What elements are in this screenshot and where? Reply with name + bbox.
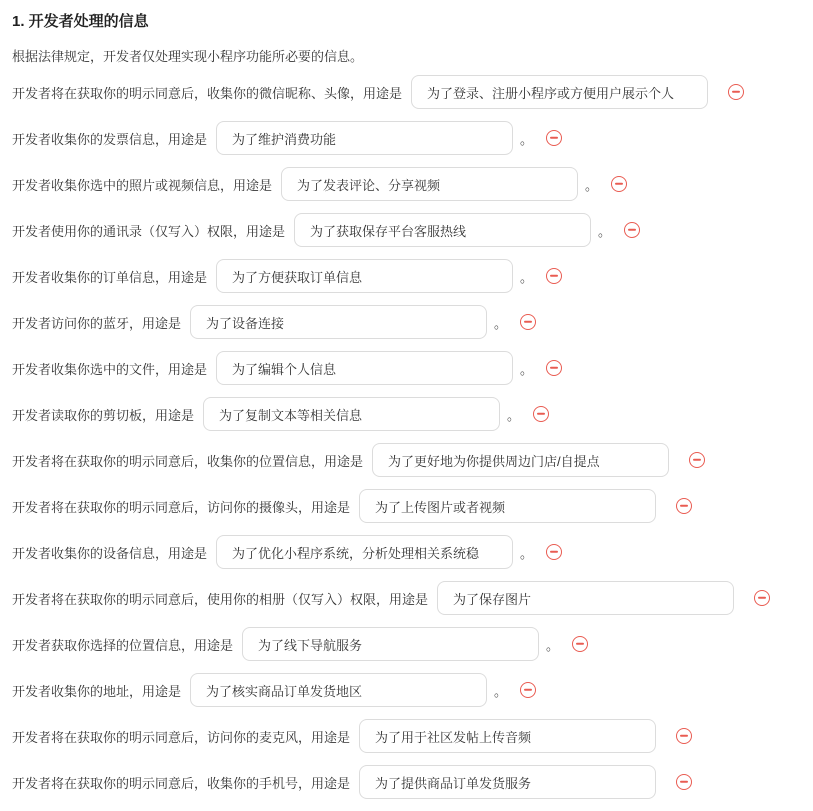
remove-button[interactable]: [519, 314, 536, 331]
remove-button[interactable]: [545, 544, 562, 561]
info-row: [12, 581, 805, 615]
row-label: 开发者访问你的蓝牙，用途是: [12, 315, 182, 331]
row-label: 开发者收集你选中的文件，用途是: [12, 361, 208, 377]
row-period: 。: [520, 131, 534, 147]
purpose-input[interactable]: [216, 121, 513, 155]
minus-circle-icon: [728, 84, 744, 100]
row-period: 。: [494, 315, 508, 331]
info-row: [12, 213, 805, 247]
minus-circle-icon: [572, 636, 588, 652]
info-row: [12, 351, 805, 385]
info-row: [12, 305, 805, 339]
purpose-input[interactable]: [372, 443, 669, 477]
remove-button[interactable]: [675, 774, 692, 791]
remove-button[interactable]: [688, 452, 705, 469]
row-label: 开发者将在获取你的明示同意后，访问你的麦克风，用途是: [12, 729, 351, 745]
minus-circle-icon: [546, 360, 562, 376]
minus-circle-icon: [520, 682, 536, 698]
row-label: 开发者收集你的设备信息，用途是: [12, 545, 208, 561]
purpose-input[interactable]: [294, 213, 591, 247]
info-row: [12, 167, 805, 201]
remove-button[interactable]: [623, 222, 640, 239]
remove-button[interactable]: [727, 84, 744, 101]
row-label: 开发者将在获取你的明示同意后，收集你的位置信息，用途是: [12, 453, 364, 469]
row-label: 开发者收集你的地址，用途是: [12, 683, 182, 699]
purpose-input[interactable]: [216, 259, 513, 293]
row-label: 开发者收集你的订单信息，用途是: [12, 269, 208, 285]
section-subtitle: 根据法律规定，开发者仅处理实现小程序功能所必要的信息。: [12, 49, 364, 64]
minus-circle-icon: [676, 728, 692, 744]
info-rows: [12, 75, 805, 799]
row-label: 开发者读取你的剪切板，用途是: [12, 407, 195, 423]
purpose-input[interactable]: [281, 167, 578, 201]
info-row: [12, 673, 805, 707]
purpose-input[interactable]: [411, 75, 708, 109]
row-period: 。: [520, 545, 534, 561]
minus-circle-icon: [611, 176, 627, 192]
minus-circle-icon: [546, 544, 562, 560]
row-period: 。: [546, 637, 560, 653]
remove-button[interactable]: [545, 130, 562, 147]
purpose-input[interactable]: [359, 765, 656, 799]
info-row: [12, 75, 805, 109]
row-period: 。: [507, 407, 521, 423]
remove-button[interactable]: [610, 176, 627, 193]
purpose-input[interactable]: [359, 489, 656, 523]
minus-circle-icon: [520, 314, 536, 330]
minus-circle-icon: [533, 406, 549, 422]
row-label: 开发者收集你选中的照片或视频信息，用途是: [12, 177, 273, 193]
row-period: 。: [520, 269, 534, 285]
row-label: 开发者收集你的发票信息，用途是: [12, 131, 208, 147]
remove-button[interactable]: [519, 682, 536, 699]
minus-circle-icon: [676, 498, 692, 514]
row-label: 开发者使用你的通讯录（仅写入）权限，用途是: [12, 223, 286, 239]
info-row: [12, 397, 805, 431]
row-label: 开发者将在获取你的明示同意后，收集你的手机号，用途是: [12, 775, 351, 791]
info-row: [12, 535, 805, 569]
purpose-input[interactable]: [190, 305, 487, 339]
remove-button[interactable]: [532, 406, 549, 423]
info-row: [12, 259, 805, 293]
info-row: [12, 765, 805, 799]
purpose-input[interactable]: [216, 351, 513, 385]
row-label: 开发者将在获取你的明示同意后，收集你的微信昵称、头像，用途是: [12, 85, 403, 101]
purpose-input[interactable]: [216, 535, 513, 569]
row-period: 。: [585, 177, 599, 193]
minus-circle-icon: [689, 452, 705, 468]
remove-button[interactable]: [545, 268, 562, 285]
remove-button[interactable]: [675, 498, 692, 515]
row-label: 开发者将在获取你的明示同意后，访问你的摄像头，用途是: [12, 499, 351, 515]
row-label: 开发者将在获取你的明示同意后，使用你的相册（仅写入）权限，用途是: [12, 591, 429, 607]
purpose-input[interactable]: [359, 719, 656, 753]
purpose-input[interactable]: [203, 397, 500, 431]
row-period: 。: [598, 223, 612, 239]
remove-button[interactable]: [571, 636, 588, 653]
minus-circle-icon: [624, 222, 640, 238]
remove-button[interactable]: [675, 728, 692, 745]
purpose-input[interactable]: [190, 673, 487, 707]
purpose-input[interactable]: [242, 627, 539, 661]
info-row: [12, 627, 805, 661]
minus-circle-icon: [754, 590, 770, 606]
info-row: [12, 719, 805, 753]
section-title: 1. 开发者处理的信息: [12, 13, 149, 30]
row-period: 。: [494, 683, 508, 699]
minus-circle-icon: [676, 774, 692, 790]
info-row: [12, 121, 805, 155]
purpose-input[interactable]: [437, 581, 734, 615]
minus-circle-icon: [546, 130, 562, 146]
row-period: 。: [520, 361, 534, 377]
info-row: [12, 443, 805, 477]
remove-button[interactable]: [545, 360, 562, 377]
remove-button[interactable]: [753, 590, 770, 607]
minus-circle-icon: [546, 268, 562, 284]
info-row: [12, 489, 805, 523]
row-label: 开发者获取你选择的位置信息，用途是: [12, 637, 234, 653]
